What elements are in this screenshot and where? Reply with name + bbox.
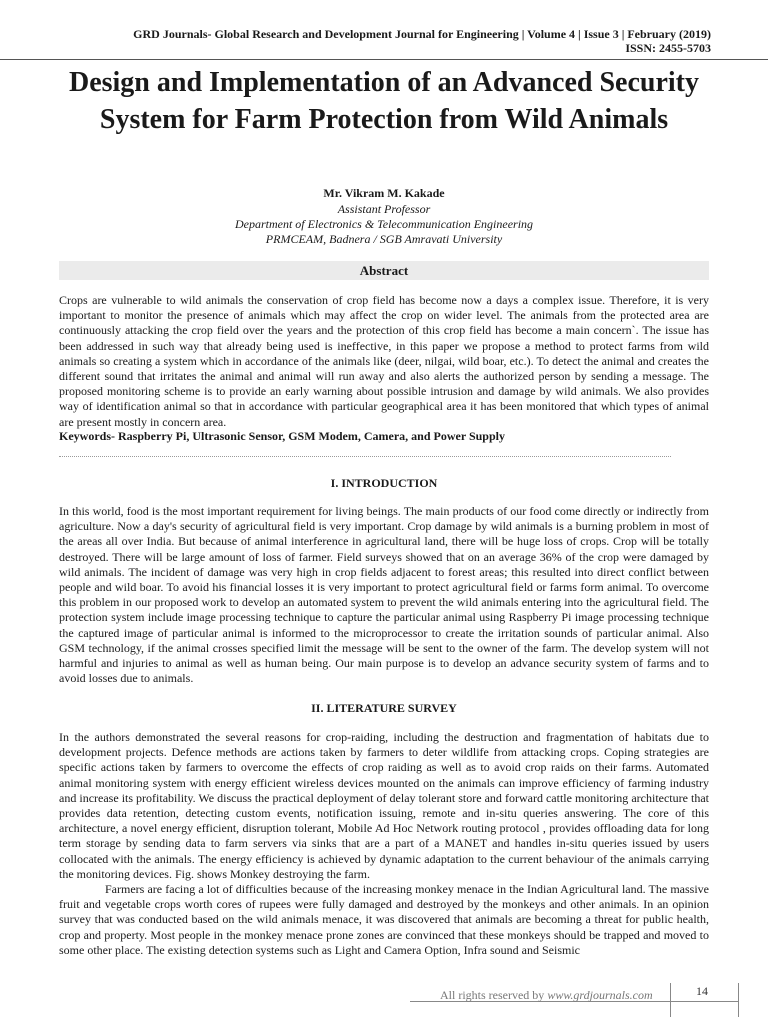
abstract-text: Crops are vulnerable to wild animals the conservation of crop field has become now a days a complex issue. Therefore, it is very important to monitor the presence of animals which may affect the crop on wider level. The animals from the protected area are continuously attacking the crop field over the years and the protection of this crop field has become a main concern`. The issue has been addressed in such way that already being used is ineffective, in this paper we propose a method to protect farms from wild animals so creating a system which in accordance of the animals like (deer, nilgai, wild boar, etc.). To detect the animal and creates the different sound that irritates the animal and animal will run away and also alerts the authorized person by sending a message. The proposed monitoring scheme is to provide an early warning about possible intrusion and damage by wild animals. We also provides way of identification animal so that in accordance with particular geographical area it has been monitored that which types of animal are present mostly in concern area. <box>59 293 709 429</box>
footer-divider-right <box>738 983 739 1017</box>
abstract-heading: Abstract <box>359 263 409 278</box>
abstract-divider <box>59 456 671 457</box>
header-rule <box>0 59 768 60</box>
literature-paragraph-2 <box>59 882 709 958</box>
page-number: 14 <box>696 984 708 998</box>
author-institution: PRMCEAM, Badnera / SGB Amravati University <box>265 232 503 246</box>
author-name: Mr. Vikram M. Kakade <box>323 186 445 200</box>
footer-divider <box>670 983 671 1017</box>
author-role: Assistant Professor <box>337 202 431 216</box>
paper-title: Design and Implementation of an Advanced Security System for Farm Protection from Wild Animals <box>68 67 700 135</box>
footer-rights-text: All rights reserved by <box>440 988 548 1002</box>
literature-paragraph-2-text: Farmers are facing a lot of difficulties because of the increasing monkey menace in the Indian Agricultural land. The massive fruit and vegetable crops worth cores of rupees were fully damaged and destroyed by the monkeys and other animals. In an opinion survey that was conducted based on the wild animals menace, it was discovered that animals are becoming a threat for public health, crop and property. Most people in the monkey menace prone zones are convinced that these monkeys should be trapped and moved to some other place. The existing detection systems such as Light and Camera Option, Infra sound and Seismic <box>59 882 709 957</box>
section-heading-introduction: I. INTRODUCTION <box>330 476 438 490</box>
introduction-text: In this world, food is the most important requirement for living beings. The main products of our food come directly or indirectly from agriculture. Now a day's security of agricultural field is very important. Crop damage by wild animals is a burning problem in most of the areas all over India. But because of animal interference in agricultural land, there will be huge loss of crops. Crop will be totally destroyed. There will be large amount of loss of farmer. Field surveys showed that on an average 36% of the crop were damaged by wild animals. The incident of damage was very high in crop fields adjacent to forest areas; this resulted into direct conflict between people and wild boar. To avoid his financial losses it is very important to protect agricultural field or farms form animal. To overcome this problem in our proposed work to develop an automated system to prevent the wild animals entering into the agricultural field. The protection system include image processing technique to capture the particular animal using Raspberry Pi image processing technique the captured image of particular animal is informed to the microprocessor to create the irritation sounds of particular animal. Also GSM technology, if the animal crosses specified limit the message will be sent to the owner of the farm. The develop system will not harmful and injuries to animal as well as human being. Our main purpose is to develop an advance security system of farms and to avoid losses due to animals. <box>59 504 709 686</box>
footer-rights <box>440 988 653 1002</box>
abstract-heading-bar <box>59 261 709 280</box>
journal-header: GRD Journals- Global Research and Development Journal for Engineering | Volume 4 | Issue 3 | February (2019) <box>133 27 711 41</box>
literature-paragraph-1: In the authors demonstrated the several reasons for crop-raiding, including the destruction and fragmentation of habitats due to development projects. Defence methods are actions taken by farmers to deter wildlife from attacking crops. Coping strategies are specific actions taken by farmers to overcome the effects of crop raiding as well as to avoid crop raids on their farms. Automated animal monitoring system with energy efficient wireless devices mounted on the animals can improve efficiency of farming industry and increase its profitability. We discuss the practical deployment of delay tolerant store and forward cattle monitoring architecture that provides data retention, detecting custom events, notification issuing, remote and in-situ queries answering. The core of this architecture, a novel energy efficient, disruption tolerant, Mobile Ad Hoc Network routing protocol , provides offloading data for long term storage by sending data to farm servers via sinks that are a part of a MANET and handles in-situ queries issued by users collocated with the animals. The energy efficiency is achieved by dynamic adaptation to the current behaviour of the animals carrying the monitoring devices. Fig. shows Monkey destroying the farm. <box>59 730 709 881</box>
author-department: Department of Electronics & Telecommunication Engineering <box>234 217 534 231</box>
section-heading-literature-survey: II. LITERATURE SURVEY <box>311 701 457 715</box>
keywords: Keywords- Raspberry Pi, Ultrasonic Sensor, GSM Modem, Camera, and Power Supply <box>59 429 505 443</box>
footer-site-link[interactable]: www.grdjournals.com <box>547 988 653 1002</box>
issn-label: ISSN: 2455-5703 <box>625 41 711 55</box>
